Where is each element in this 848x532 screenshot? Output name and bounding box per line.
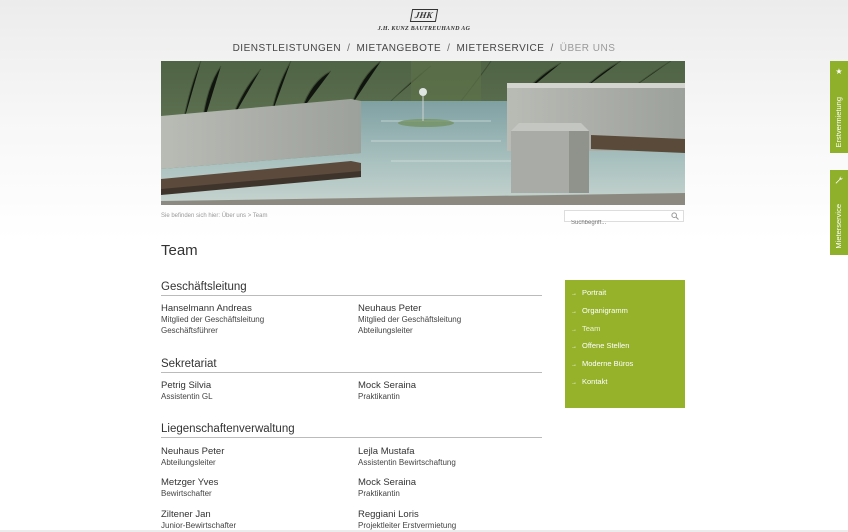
subnav-label: Kontakt	[582, 377, 608, 386]
main-nav	[0, 43, 848, 54]
member-name: Reggiani Loris	[358, 509, 419, 520]
team-member	[358, 380, 416, 403]
member-role: Abteilungsleiter	[161, 458, 216, 467]
pool-garden-photo	[161, 61, 685, 205]
nav-separator: /	[347, 43, 351, 54]
subnav-label: Offene Stellen	[582, 341, 630, 350]
subnav-label: Moderne Büros	[582, 359, 634, 368]
breadcrumb: Sie befinden sich hier: Über uns > Team	[161, 213, 268, 219]
nav-separator: /	[550, 43, 554, 54]
subnav-label: Team	[582, 324, 601, 333]
member-name: Mock Seraina	[358, 380, 417, 391]
star-icon: ★	[835, 67, 843, 76]
team-member	[358, 446, 456, 469]
subnav-item-offene-stellen[interactable]	[571, 341, 629, 350]
member-name: Lejla Mustafa	[358, 446, 415, 457]
arrow-right-icon: →	[571, 309, 577, 315]
side-tab-erstvermietung[interactable]	[830, 61, 848, 153]
subnav-label: Organigramm	[582, 306, 628, 315]
arrow-right-icon: →	[571, 327, 577, 333]
nav-dienstleistungen[interactable]: DIENSTLEISTUNGEN	[232, 43, 342, 54]
nav-ueber-uns[interactable]: ÜBER UNS	[559, 43, 616, 54]
logo-mark: JHK	[410, 9, 438, 22]
member-role: Projektleiter Erstvermietung	[358, 521, 457, 530]
company-name: J.H. KUNZ BAUTREUHAND AG	[377, 26, 471, 32]
member-name: Neuhaus Peter	[358, 303, 422, 314]
wrench-icon	[830, 176, 848, 186]
member-role: Junior-Bewirtschafter	[161, 521, 237, 530]
side-tab-mieterservice[interactable]	[830, 170, 848, 255]
search-icon[interactable]	[671, 212, 679, 220]
member-name: Petrig Silvia	[161, 380, 212, 391]
page-title: Team	[161, 242, 198, 259]
team-member	[161, 509, 236, 532]
subnav-item-organigramm[interactable]	[571, 306, 628, 315]
member-role: Mitglied der Geschäftsleitung	[161, 315, 265, 324]
nav-mieterservice[interactable]: MIETERSERVICE	[456, 43, 545, 54]
subnav-item-team[interactable]	[571, 324, 600, 333]
member-name: Ziltener Jan	[161, 509, 211, 520]
member-name: Metzger Yves	[161, 477, 219, 488]
search-box	[564, 210, 684, 222]
section-title-liegenschaftenverwaltung: Liegenschaftenverwaltung	[161, 423, 542, 438]
nav-separator: /	[447, 43, 451, 54]
subnav-label: Portrait	[582, 288, 607, 297]
member-role: Abteilungsleiter	[358, 325, 413, 335]
member-name: Neuhaus Peter	[161, 446, 225, 457]
side-tab-label: Erstvermietung	[834, 96, 843, 147]
member-role: Mitglied der Geschäftsleitung	[358, 315, 462, 324]
team-member	[161, 446, 224, 469]
member-role: Praktikantin	[358, 392, 400, 401]
member-role: Praktikantin	[358, 489, 400, 498]
company-logo[interactable]	[367, 5, 481, 35]
team-member	[161, 477, 218, 500]
subnav-item-kontakt[interactable]	[571, 377, 607, 386]
nav-mietangebote[interactable]: MIETANGEBOTE	[356, 43, 442, 54]
arrow-right-icon: →	[571, 344, 577, 350]
hero-image	[161, 61, 685, 205]
team-member	[161, 380, 213, 403]
member-role: Geschäftsführer	[161, 325, 218, 335]
member-role: Assistentin Bewirtschaftung	[358, 458, 456, 467]
member-name: Hanselmann Andreas	[161, 303, 252, 314]
search-input[interactable]	[565, 218, 671, 228]
member-role: Bewirtschafter	[161, 489, 212, 498]
team-member	[358, 509, 456, 532]
member-role: Assistentin GL	[161, 392, 213, 401]
team-member	[358, 477, 416, 500]
section-title-sekretariat: Sekretariat	[161, 358, 542, 373]
team-member	[358, 303, 461, 336]
team-member	[161, 303, 264, 336]
subnav-item-portrait[interactable]	[571, 288, 606, 297]
arrow-right-icon: →	[571, 291, 577, 297]
arrow-right-icon: →	[571, 380, 577, 386]
member-name: Mock Seraina	[358, 477, 417, 488]
side-tab-label: Mieterservice	[834, 204, 843, 249]
subnav-item-moderne-bueros[interactable]	[571, 359, 633, 368]
section-title-geschaeftsleitung: Geschäftsleitung	[161, 281, 542, 296]
subnav-box	[565, 280, 685, 408]
arrow-right-icon: →	[571, 362, 577, 368]
